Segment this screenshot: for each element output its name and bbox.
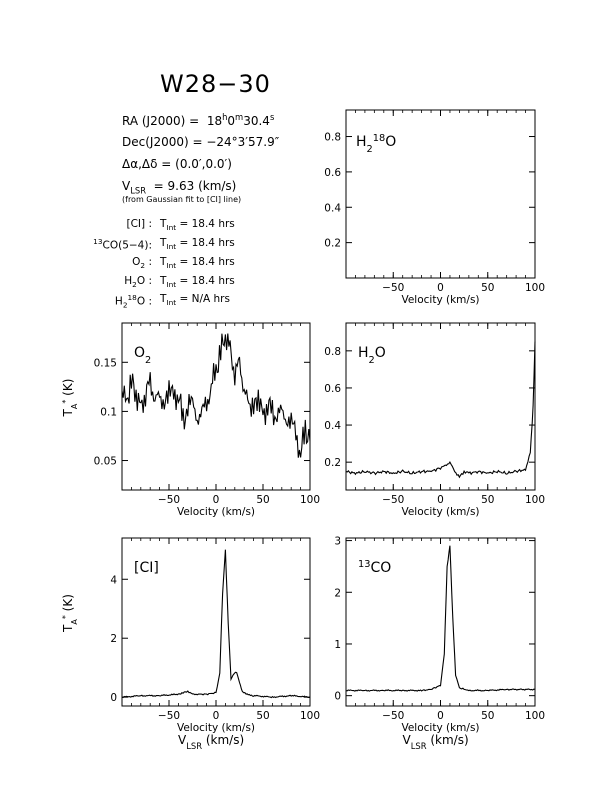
panel-label: $O_2$ xyxy=(134,345,152,366)
y-tick-label: 0.4 xyxy=(324,202,341,215)
x-axis-label: Velocity (km/s) xyxy=(401,722,480,734)
panel-label: $H_2O$ xyxy=(358,345,386,366)
x-axis-label: Velocity (km/s) xyxy=(176,506,256,518)
tint-o2-value: $T_{Int} = 18.4$ hrs xyxy=(160,256,235,271)
y-tick-label: 0.2 xyxy=(324,457,341,470)
tint-13co-value: $T_{Int} = 18.4$ hrs xyxy=(160,237,235,252)
y-tick-label: 0.15 xyxy=(93,357,117,370)
tint-ci-species: [CI] : xyxy=(126,218,152,230)
tint-h2o-species: $H_2O$ : xyxy=(124,275,152,290)
x-tick-label: 0 xyxy=(437,494,444,506)
y-tick-label: 0 xyxy=(334,690,341,703)
tint-h218o-species: $H_2^{18}O$ : xyxy=(114,293,152,310)
x-axis-label: Velocity (km/s) xyxy=(176,722,256,734)
x-tick-label: −50 xyxy=(157,710,181,722)
x-tick-label: −50 xyxy=(157,494,181,506)
x-tick-label: 100 xyxy=(524,282,546,294)
x-tick-label: 50 xyxy=(481,282,495,294)
y-axis-label: $T_A^*$ (K) xyxy=(60,378,79,417)
y-tick-label: 0.6 xyxy=(324,166,341,179)
panel-frame xyxy=(122,323,310,490)
x-tick-label: 0 xyxy=(437,282,444,294)
y-tick-label: 0.1 xyxy=(100,406,117,419)
x-tick-label: −50 xyxy=(382,710,405,722)
y-tick-label: 2 xyxy=(110,633,117,646)
offset-text: Δα,Δδ = (0.0′,0.0′) xyxy=(122,157,232,171)
x-tick-label: 50 xyxy=(256,494,270,506)
panel-label: $^{13}$CO xyxy=(358,558,392,576)
x-axis-label-vlsr: $V_{LSR}$ (km/s) xyxy=(402,733,469,751)
y-tick-label: 0.4 xyxy=(324,420,341,433)
x-tick-label: 50 xyxy=(481,710,495,722)
tint-13co-species: $^{13}$CO(5−4): xyxy=(93,237,152,252)
tint-ci-value: $T_{Int} = 18.4$ hrs xyxy=(160,218,235,233)
x-axis-label: Velocity (km/s) xyxy=(401,506,480,518)
dec-text: Dec(J2000) = −24°3′57.9″ xyxy=(122,135,280,149)
x-tick-label: 0 xyxy=(437,710,444,722)
vlsr-text: $V_{LSR} = 9.63$ (km/s) xyxy=(122,179,237,196)
panel-label: $H_2^{18}O$ xyxy=(356,132,397,155)
x-tick-label: 100 xyxy=(299,494,321,506)
panel-label: [CI] xyxy=(134,560,159,576)
y-tick-label: 0.8 xyxy=(324,131,341,144)
y-tick-label: 4 xyxy=(110,574,117,587)
figure-title: W28−30 xyxy=(160,70,271,98)
x-tick-label: 100 xyxy=(524,494,546,506)
x-tick-label: 100 xyxy=(299,710,321,722)
y-tick-label: 0.8 xyxy=(324,345,341,358)
tint-o2-species: $O_2$ : xyxy=(132,256,152,271)
y-tick-label: 0.2 xyxy=(324,237,341,250)
x-axis-label: Velocity (km/s) xyxy=(401,294,480,306)
y-tick-label: 1 xyxy=(334,638,341,651)
y-tick-label: 0 xyxy=(110,692,117,705)
y-tick-label: 3 xyxy=(334,535,341,548)
y-tick-label: 0.6 xyxy=(324,382,341,395)
y-tick-label: 2 xyxy=(334,587,341,600)
x-tick-label: 50 xyxy=(256,710,270,722)
tint-h218o-value: $T_{Int} = N/A$ hrs xyxy=(160,293,230,308)
ra-text: RA (J2000) = 18$^h$0$^m$30.4$^s$ xyxy=(122,112,275,128)
x-tick-label: 0 xyxy=(212,494,220,506)
spectrum-line xyxy=(122,334,310,458)
y-tick-label: 0.05 xyxy=(93,455,117,468)
x-tick-label: 0 xyxy=(212,710,220,722)
y-axis-label: $T_A^*$ (K) xyxy=(60,594,79,632)
x-tick-label: −50 xyxy=(382,494,405,506)
x-axis-label-vlsr: $V_{LSR}$ (km/s) xyxy=(178,733,245,751)
tint-h2o-value: $T_{Int} = 18.4$ hrs xyxy=(160,275,235,290)
x-tick-label: −50 xyxy=(382,282,405,294)
x-tick-label: 50 xyxy=(481,494,495,506)
x-tick-label: 100 xyxy=(524,710,546,722)
vlsr-note: (from Gaussian fit to [CI] line) xyxy=(122,195,242,204)
